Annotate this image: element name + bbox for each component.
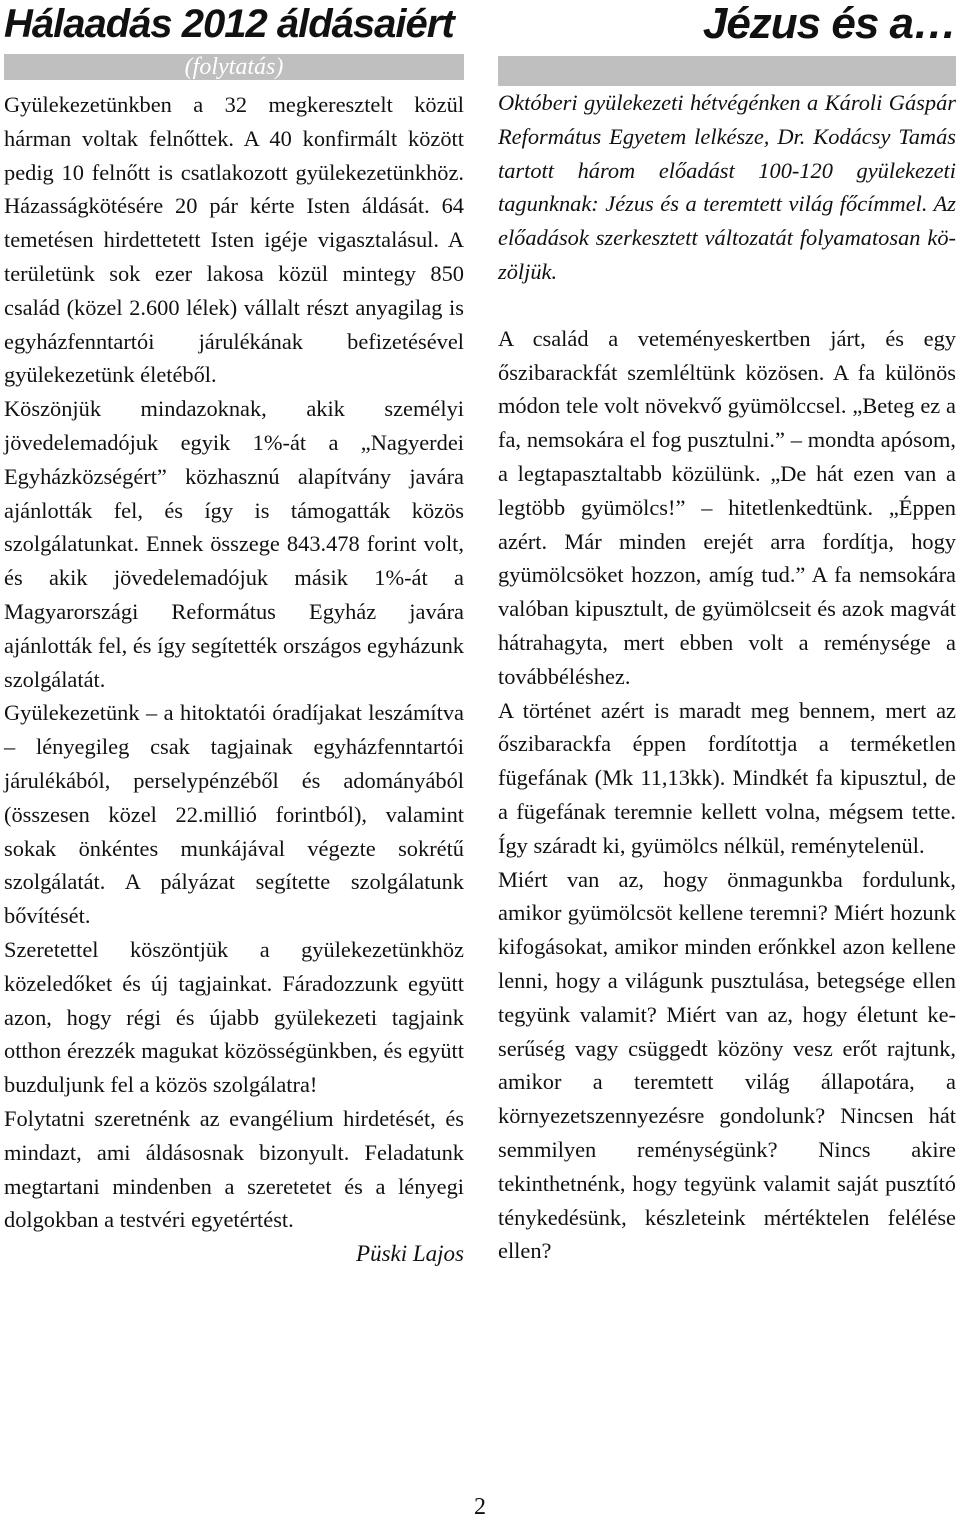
left-article-subtitle-band: (folytatás)	[4, 54, 464, 80]
right-article-intro: Októberi gyülekezeti hétvégénken a Károli Gáspár Református Egyetem lelkésze, Dr. Kodácsy Tamás tartott három előadást 100-120 gyülekezeti tagunknak: Jézus és a teremtett világ főcímmel. Az előadások szerkesztett változatát folyamatosan közöljük.	[498, 90, 956, 284]
left-paragraph-2: Köszönjük mindazoknak, akik személyi jövedelemadójuk egyik 1%-át a „Nagyerdei Egyházközségért” közhasznú alapítvány javára ajánlották fel, és így is támogatták közös szolgálatunkat. Ennek összege 843.478 forint volt, és akik jövedelemadójuk másik 1%-át a Magyarországi Református Egyház javára ajánlották fel, és így segítették országos egyházunk szolgálatát.	[4, 396, 464, 692]
left-paragraph-5: Folytatni szeretnénk az evangélium hirdetését, és mindazt, ami áldásosnak bizonyult. Feladatunk megtartani mindenben a szeretetet és a lényegi dolgokban a testvéri egyetértést.	[4, 1105, 464, 1233]
right-article-title-band	[498, 56, 956, 86]
left-article-title: Hálaadás 2012 áldásaiért	[4, 2, 454, 46]
right-article-title: Jézus és a…	[702, 0, 956, 48]
right-paragraph-3: Miért van az, hogy önmagunkba fordulunk, amikor gyümölcsöt kellene teremni? Miért hozunk kifogásokat, amikor minden erőnkkel azon kellene lenni, hogy a világunk pusztulása, betegsége ellen tegyünk valamit? Miért van az, hogy életunt keserűség vagy csüggedt közöny vesz erőt rajtunk, amikor a teremtett világ állapotára, a környezetszennyezésre gondolunk? Nincsen hát semmilyen reménységünk? Nincs akire tekinthetnénk, hogy tegyünk valamit saját pusztító ténykedésünk, készleteink mértéktelen felélése ellen?	[498, 866, 956, 1264]
left-paragraph-3: Gyülekezetünk – a hitoktatói óradíjakat leszámítva – lényegileg csak tagjainak egyházfenntartói járulékából, perselypénzéből és adományából (összesen közel 22.millió forintból), valamint sokak önkéntes munkájával végezte sokrétű szolgálatát. A pályázat segítette szolgálatunk bővítését.	[4, 700, 464, 929]
page-number: 2	[474, 1494, 486, 1520]
left-paragraph-1: Gyülekezetünkben a 32 megkeresztelt közül hárman voltak felnőttek. A 40 konfirmált között pedig 10 felnőtt is csatlakozott gyülekezetünkhöz. Házasságkötésére 20 pár kérte Isten áldását. 64 temetésen hirdettetett Isten igéje vigasztalásul. A területünk sok ezer lakosa közül mintegy 850 család (közel 2.600 lélek) vállalt részt anyagilag is egyházfenntartói járulékának befizetésével gyülekezetünk életéből.	[4, 92, 464, 388]
right-article	[498, 0, 956, 1268]
left-article-body	[4, 88, 464, 1271]
right-paragraph-1: A család a veteményeskertben járt, és egy őszibarackfát szemléltünk közösen. A fa különös módon tele volt növekvő gyümölccsel. „Beteg ez a fa, nemsokára el fog pusztulni.” – mondta apósom, a legtapasztaltabb közülünk. „De hát ezen van a legtöbb gyümölcs!” – hitetlenkedtünk. „Éppen azért. Már minden erejét arra fordítja, hogy gyümölcsöket hozzon, amíg tud.” A fa nemsokára valóban kipusztult, de gyümölcseit és azok magvát hátrahagyta, mert ebben volt a reménysége a továbbéléshez.	[498, 325, 956, 689]
paragraph-gap	[498, 289, 956, 322]
left-article	[4, 0, 464, 1271]
author-signature: Püski Lajos	[356, 1241, 464, 1267]
left-paragraph-4: Szeretettel köszöntjük a gyülekezetünkhöz közeledőket és új tagjainkat. Fáradozzunk együtt azon, hogy régi és újabb gyülekezeti tagjaink otthon érezzék magukat közösségünkben, és együtt buzduljunk fel a közös szolgálatra!	[4, 936, 464, 1098]
right-paragraph-2: A történet azért is maradt meg bennem, mert az őszibarackfa éppen fordítottja a terméketlen fügefának (Mk 11,13kk). Mindkét fa kipusztul, de a fügefának teremnie kellett volna, mégsem tette. Így száradt ki, gyümölcs nélkül, reménytelenül.	[498, 697, 956, 858]
